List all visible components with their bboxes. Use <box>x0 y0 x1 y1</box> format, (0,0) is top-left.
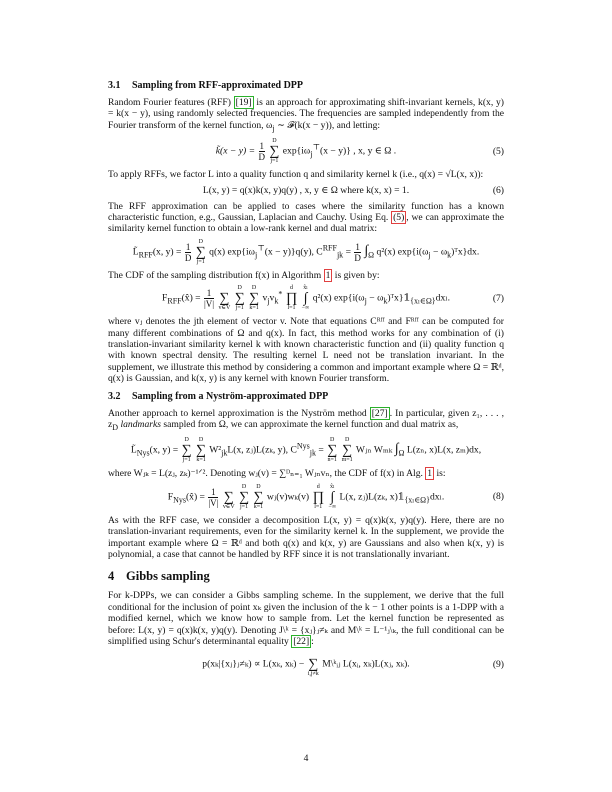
equation-number: (8) <box>492 491 504 503</box>
section-number: 3.1 <box>108 80 121 91</box>
paragraph-cdf: The CDF of the sampling distribution f(x) in Algorithm 1 is given by: <box>108 269 380 281</box>
equation-9: p(xₖ|{xⱼ}ⱼ≠ₖ) ∝ L(xₖ, xₖ) − ∑ i,j≠k M\ᵏᵢⱼ L(xᵢ, xₖ)L(xⱼ, xₖ). (9) <box>202 657 504 678</box>
section-number: 4 <box>108 569 115 584</box>
equation-number: (5) <box>492 145 504 157</box>
section-title: Sampling from a Nyström-approximated DPP <box>132 390 329 402</box>
equation-rff-kernel: $L̃_{RFF}(x$, y) = $\frac{1}{D}$ D ∑ j=1 q(x) $\exp\{i\omega_j^⊤(x - y)\}q(y)$, $C^{RFF}_{jk}$ = $\frac{1}{D}$ $\int_\Omega$ q²(x) $\exp\{i(\omega_j$ − $\omega_k)ᵀx\}dx$. <box>132 238 480 265</box>
equation-number: (7) <box>492 292 504 304</box>
equation-ref-link[interactable]: (5) <box>393 211 405 223</box>
section-heading-3-1 <box>108 80 504 91</box>
paragraph-nystrom-cdf: where Wⱼₖ = L(zⱼ, zₖ)⁻¹ᐟ². Denoting wⱼ(v) = ∑ᴰₙ₌₁ Wⱼₙvₙ, the CDF of f(x) in Alg. 1 is: <box>108 468 446 480</box>
citation-link[interactable]: [19] <box>235 97 252 108</box>
section-number: 3.2 <box>108 390 121 402</box>
paragraph-rff-factor: To apply RFFs, we factor L into a quality function q and similarity kernel k (i.e., q(x) = √L(x, x)): <box>108 169 484 181</box>
equation-6: L(x, y) = q(x)k(x, y)q(y) , x, y ∈ Ω where k(x, x) = 1. (6) <box>202 184 504 196</box>
equation-8: $F_{Nys}(x̂)$ = $\frac{1}{|V|}$ ∑ v∈V D ∑ j=1 D ∑ k=1 wⱼ(v)wₖ(v) d ∏ l=1 x̂ₗ ∫ −∞ L(x, zⱼ)L(zₖ, $x)𝟙_{\{x_l\in\Omega\}}dx_l$. (8) <box>167 483 504 510</box>
paragraph-rff-approx: The RFF approximation can be applied to cases where the similarity function has a known characteristic function, e.g., Gaussian, Laplacian and Cauchy. Using Eq. (5) , we can approximate the similarity kernel function to obtain a low-rank kernel and dual matrix: <box>108 200 504 235</box>
equation-7: $F_{RFF}(x̂)$ = $\frac{1}{|V|}$ ∑ v∈V D ∑ j=1 D ∑ k=1 $v_jv_k^*$ d ∏ l=1 x̂ₗ ∫ −∞ q²(x) $\exp\{i(\omega_j$ − $\omega_k)ᵀx\}𝟙_{\{x_l\in\Omega\}}dx_l$. (7) <box>162 285 504 312</box>
paragraph-rff-intro: Random Fourier features (RFF) [19] is an approach for approximating shift-invariant kernels, k(x, y) = k(x − y), using randomly selected frequencies. The frequencies are sampled independently from the Fourier transform of the kernel function, $\omega_j$ ∼ 𝓕(k(x − y)), and letting: <box>108 97 504 133</box>
section-title: Gibbs sampling <box>126 569 210 584</box>
section-heading-3-2 <box>108 391 504 402</box>
page-number: 4 <box>303 753 309 764</box>
algorithm-ref-link[interactable]: 1 <box>325 269 331 281</box>
section-title: Sampling from RFF-approximated DPP <box>132 80 304 91</box>
equation-number: (9) <box>492 658 504 670</box>
section-heading-4 <box>108 569 504 584</box>
citation-link[interactable]: [22] <box>293 635 310 647</box>
paragraph-gibbs: For k-DPPs, we can consider a Gibbs sampling scheme. In the supplement, we derive that the full conditional for the inclusion of point xₖ given the inclusion of the k − 1 other points is a 1-DPP with a modified kernel, which we know how to sample from. Let the kernel function be represented as before: L(x, y) = q(x)k(x, y)q(y). Denoting J\ᵏ = {xⱼ}ⱼ≠ₖ and M\ᵏ = L⁻¹ⱼ\ₖ, the full conditional can be simplified using Schur's determinantal equality [22] : <box>108 590 504 647</box>
paper-page <box>108 80 504 678</box>
paragraph-nystrom-intro: Another approach to kernel approximation is the Nyström method [27] . In particular, given z₁, . . . , $z_D$ landmarks sampled from Ω, we can approximate the kernel function and dual matrix as, <box>108 407 504 432</box>
equation-number: (6) <box>492 184 504 196</box>
citation-link[interactable]: [27] <box>371 407 388 419</box>
algorithm-ref-link[interactable]: 1 <box>427 468 433 480</box>
paragraph-nystrom-discussion: As with the RFF case, we consider a decomposition L(x, y) = q(x)k(x, y)q(y). Here, there are no translation-invariant requirements, even for the similarity kernel k. In the supplement, we provide the important example where Ω = ℝᵈ and both q(x) and k(x, y) are Gaussians and also when k(x, y) is polynomial, a case that cannot be handled by RFF since it is not translationally invariant. <box>108 514 504 560</box>
paragraph-rff-discussion: where vⱼ denotes the jth element of vector v. Note that equations Cᴿᶠᶠ and Fᴿᶠᶠ can be computed for many different combinations of Ω and q(x). In fact, this method works for any combination of (i) translation-invariant similarity kernel k with known characteristic function and (ii) quality function q with known spectral density. The resulting kernel L need not be translation invariant. In the supplement, we illustrate this method by considering a common and important example where Ω = ℝᵈ, q(x) is Gaussian, and k(x, y) is any kernel with known Fourier transform. <box>108 316 504 385</box>
equation-nystrom-kernel: $L̃_{Nys}(x$, y) = D ∑ j=1 D ∑ k=1 $W^2_{jk}L(x$, zⱼ)L(zₖ, y), $C^{Nys}_{jk}$ = D ∑ n=1 D ∑ m=1 Wⱼₙ Wₘₖ $\int_\Omega$ L(zₙ, x)L(x, zₘ)dx, <box>130 437 482 464</box>
equation-5: k̃(x − y) = $\frac{1}{D}$ D ∑ j=1 $\exp\{i\omega_j^⊤(x - y)\}$ , x, y ∈ Ω . (5) <box>215 138 504 165</box>
